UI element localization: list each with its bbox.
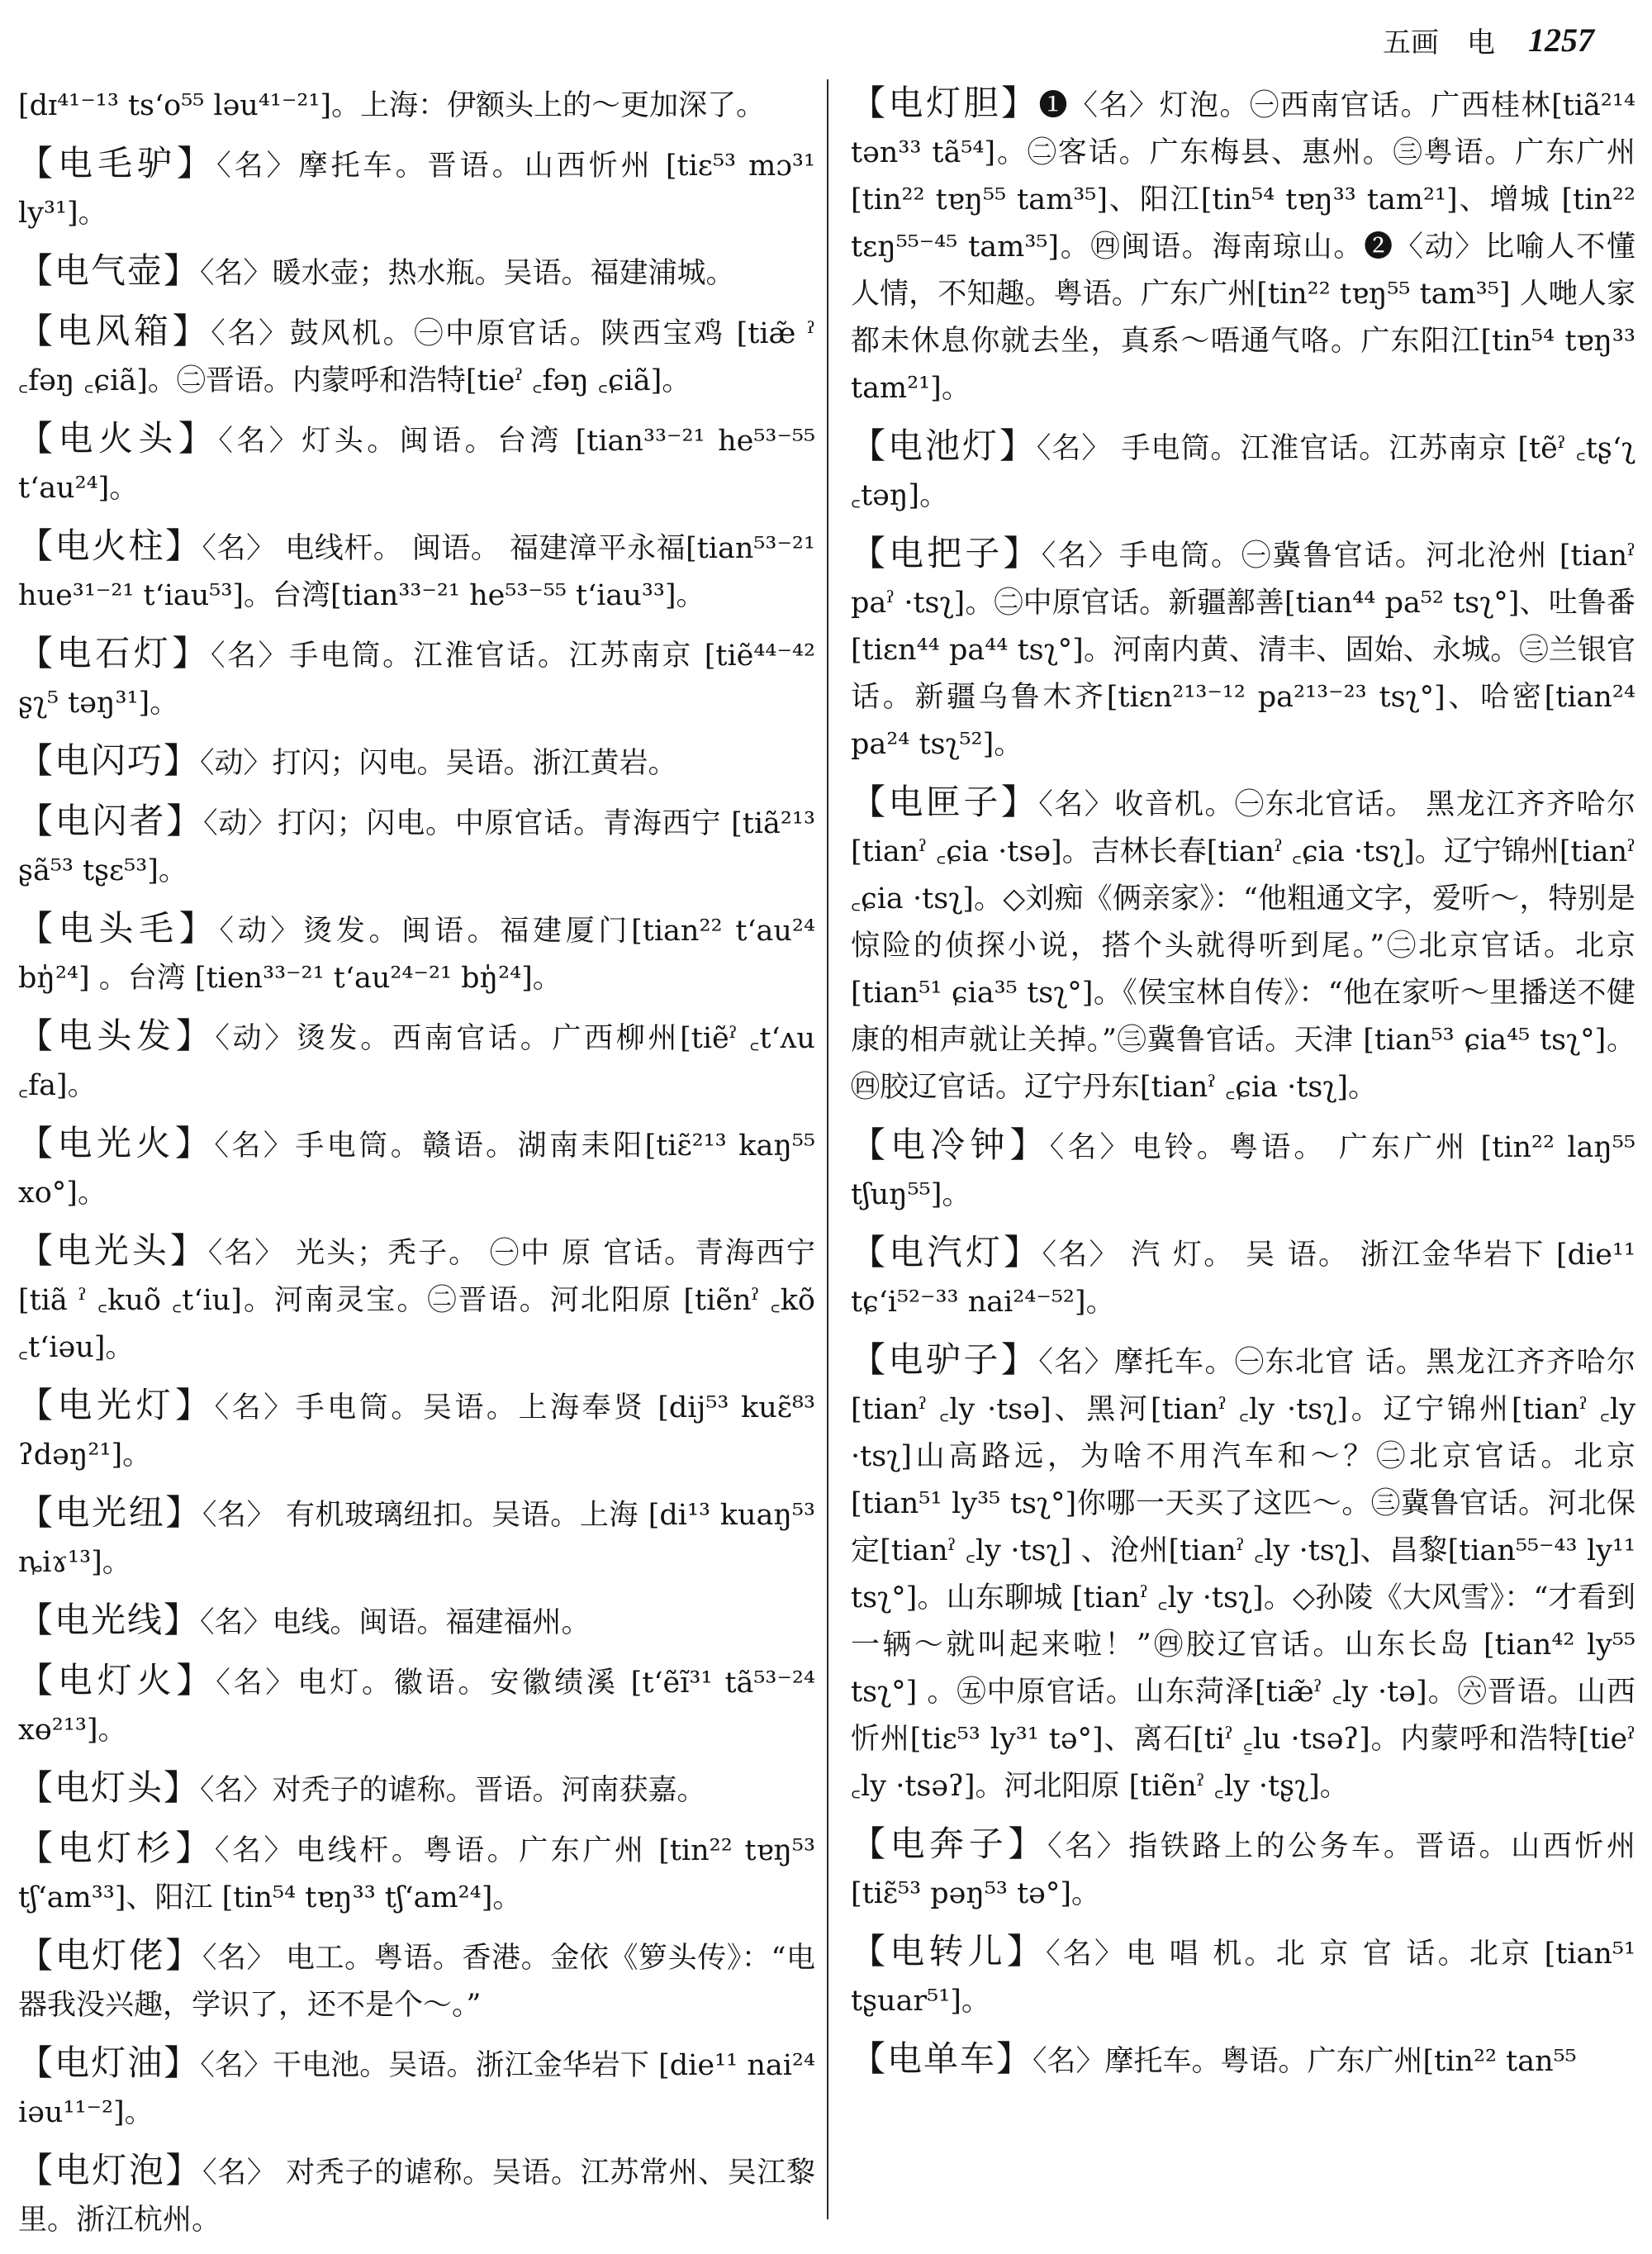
entry-definition: 〈动〉烫发。西南官话。广西柳州[tiẽˀ ꜀t‘ʌu ꜀fa]。 (18, 1022, 815, 1102)
entry-definition: 〈名〉电铃。粤语。 广东广州 [tin²² laŋ⁵⁵ tʃuŋ⁵⁵]。 (851, 1131, 1635, 1211)
dictionary-entry (18, 1657, 815, 1754)
dictionary-entry (18, 1764, 815, 1814)
entry-definition: 〈名〉手电筒。赣语。湖南耒阳[tiɛ̃²¹³ kaŋ⁵⁵ xo°]。 (18, 1129, 815, 1210)
entry-headword: 【电光头】 (18, 1230, 208, 1271)
entry-headword: 【电池灯】 (851, 426, 1037, 466)
dictionary-entry (851, 1121, 1635, 1219)
entry-headword: 【电灯胆】 (851, 83, 1039, 123)
entry-headword: 【电火头】 (18, 418, 219, 459)
entry-definition: 〈名〉 电线杆。 闽语。 福建漳平永福[tian⁵³⁻²¹ hue³¹⁻²¹ t‘iau⁵³]。台湾[tian³³⁻²¹ he⁵³⁻⁵⁵ t‘iau³³]。 (18, 532, 815, 612)
entry-definition: 〈名〉手电筒。㊀冀鲁官话。河北沧州 [tianˀ paˀ ·tsʅ]。㊁中原官话。新疆鄯善[tian⁴⁴ pa⁵² tsʅ°]、吐鲁番 [tiɛn⁴⁴ pa⁴⁴ tsʅ°]。河南内黄、清丰、固始、永城。㊂兰银官话。新疆乌鲁木齐[tiɛn²¹³⁻¹² pa²¹³⁻²³ tsʅ°]、哈密[tian²⁴ pa²⁴ tsʅ⁵²]。 (851, 540, 1635, 761)
entry-headword: 【电灯油】 (18, 2042, 201, 2083)
entry-definition: 〈名〉 汽 灯。 吴 语。 浙江金华岩下 [die¹¹ tɕ‘i⁵²⁻³³ nai²⁴⁻⁵²]。 (851, 1239, 1635, 1319)
entry-headword: 【电灯佬】 (18, 1935, 202, 1976)
entry-headword: 【电奔子】 (851, 1824, 1047, 1864)
dictionary-entry (18, 737, 815, 787)
dictionary-entry (18, 1120, 815, 1217)
entry-headword: 【电头发】 (18, 1015, 216, 1056)
entry-definition: 〈动〉打闪；闪电。中原官话。青海西宁 [tiã²¹³ ʂã⁵³ tʂɛ⁵³]。 (18, 807, 815, 887)
dictionary-entry (18, 797, 815, 895)
entry-definition: 〈名〉摩托车。晋语。山西忻州 [tiɛ⁵³ mɔ³¹ ly³¹]。 (18, 150, 815, 230)
dictionary-entry (18, 1012, 815, 1110)
entry-headword: 【电光线】 (18, 1600, 201, 1640)
entry-definition: 〈名〉电 唱 机。北 京 官 话。北京 [tian⁵¹ tʂuar⁵¹]。 (851, 1938, 1635, 2018)
entry-definition: 〈名〉手电筒。吴语。上海奉贤 [dij⁵³ kuɛ̃⁸³ ʔdəŋ²¹]。 (18, 1391, 815, 1472)
entry-definition: [dɪ⁴¹⁻¹³ ts‘o⁵⁵ ləu⁴¹⁻²¹]。上海：伊额头上的～更加深了。 (18, 89, 766, 122)
entry-definition: 〈动〉打闪；闪电。吴语。浙江黄岩。 (200, 747, 677, 780)
entry-headword: 【电头毛】 (18, 908, 220, 949)
dictionary-entry (851, 2035, 1635, 2085)
dictionary-entry (18, 1824, 815, 1922)
entry-headword: 【电匣子】 (851, 782, 1039, 822)
entry-headword: 【电冷钟】 (851, 1125, 1050, 1165)
entry-headword: 【电灯火】 (18, 1660, 216, 1700)
dictionary-entry (18, 2039, 815, 2137)
entry-definition: 〈名〉 手电筒。江淮官话。江苏南京 [tẽˀ ꜀tʂ‘ʅ ꜀təŋ]。 (851, 432, 1635, 512)
entry-definition: 〈名〉 电工。粤语。香港。金依《箩头传》：“电器我没兴趣，学识了，还不是个～。” (18, 1942, 815, 2022)
dictionary-entry (18, 905, 815, 1002)
entry-definition: 〈名〉收音机。㊀东北官话。 黑龙江齐齐哈尔[tianˀ ꜀ɕia ·tsə]。吉林长春[tianˀ ꜀ɕia ·tsʅ]。辽宁锦州[tianˀ ꜀ɕia ·tsʅ]。◇刘痴《俩亲家》：“他粗通文字，爱听～，特别是惊险的侦探小说，搭个头就得听到尾。”㊁北京官话。北京[tian⁵¹ ɕia³⁵ tsʅ°]。《侯宝林自传》：“他在家听～里播送不健康的相声就让关掉。”㊂冀鲁官话。天津 [tian⁵³ ɕia⁴⁵ tsʅ°]。㊃胶辽官话。辽宁丹东[tianˀ ꜀ɕia ·tsʅ]。 (851, 788, 1635, 1104)
entry-headword: 【电转儿】 (851, 1931, 1047, 1971)
entry-definition: 〈名〉电灯。徽语。安徽绩溪 [t‘ẽĩ³¹ tã⁵³⁻²⁴ xɵ²¹³]。 (18, 1667, 815, 1747)
entry-definition: 〈动〉烫发。闽语。福建厦门[tian²² t‘au²⁴ bŋ̍²⁴] 。台湾 [tien³³⁻²¹ t‘au²⁴⁻²¹ bŋ̍²⁴]。 (18, 915, 815, 995)
dictionary-entry (851, 1820, 1635, 1918)
dictionary-entry (18, 1381, 815, 1479)
dictionary-entry (18, 140, 815, 237)
entry-headword: 【电汽灯】 (851, 1232, 1042, 1272)
dictionary-entry (18, 307, 815, 405)
entry-definition: 〈名〉电线。闽语。福建福州。 (200, 1606, 591, 1639)
entry-headword: 【电毛驴】 (18, 143, 217, 183)
entry-definition: 〈名〉手电筒。江淮官话。江苏南京 [tiẽ⁴⁴⁻⁴² ʂʅ⁵ təŋ³¹]。 (18, 640, 815, 720)
entry-headword: 【电光灯】 (18, 1385, 215, 1425)
entry-definition: 〈名〉 对秃子的谑称。吴语。江苏常州、吴江黎里。浙江杭州。 (18, 2157, 815, 2237)
entry-headword: 【电闪巧】 (18, 740, 201, 781)
entry-definition: 〈名〉 光头；秃子。 ㊀中 原 官话。青海西宁 [tiã ˀ ꜀kuõ ꜀t‘iu]。河南灵宝。㊁晋语。河北阳原 [tiẽnˀ ꜀kõ ꜀t‘iəu]。 (18, 1237, 815, 1364)
entry-headword: 【电单车】 (851, 2038, 1033, 2079)
dictionary-entry (851, 1928, 1635, 2025)
dictionary-entry (851, 422, 1635, 520)
column-divider (827, 79, 828, 2219)
entry-definition: 〈名〉 有机玻璃纽扣。吴语。上海 [di¹³ kuaŋ⁵³ ȵiɤ¹³]。 (18, 1499, 815, 1579)
entry-definition: 〈名〉灯头。闽语。台湾 [tian³³⁻²¹ he⁵³⁻⁵⁵ t‘au²⁴]。 (18, 425, 815, 505)
entry-headword: 【电驴子】 (851, 1339, 1039, 1380)
entry-headword: 【电风箱】 (18, 311, 211, 351)
dictionary-entry (18, 1489, 815, 1586)
dictionary-entry (18, 1227, 815, 1372)
entry-definition: 〈名〉鼓风机。㊀中原官话。陕西宝鸡 [tiæ̃ ˀ ꜀fəŋ ꜀ɕiã]。㊁晋语。内蒙呼和浩特[tieˀ ꜀fəŋ ꜀ɕiã]。 (18, 317, 815, 397)
entry-headword: 【电光纽】 (18, 1492, 202, 1533)
dictionary-entry (18, 1596, 815, 1647)
entry-headword: 【电闪者】 (18, 801, 204, 841)
dictionary-entry (851, 1229, 1635, 1326)
dictionary-entry (18, 415, 815, 512)
entry-headword: 【电气壶】 (18, 250, 201, 291)
entry-definition: 〈名〉干电池。吴语。浙江金华岩下 [die¹¹ nai²⁴ iəu¹¹⁻²]。 (18, 2049, 815, 2129)
dictionary-entry (851, 79, 1635, 412)
entry-definition: 〈名〉指铁路上的公务车。晋语。山西忻州[tiɛ̃⁵³ pəŋ⁵³ tə°]。 (851, 1830, 1635, 1910)
dictionary-entry (18, 522, 815, 620)
section-title: 五画 电 (1383, 26, 1495, 59)
entry-headword: 【电火柱】 (18, 525, 202, 566)
dictionary-entry (18, 2147, 815, 2244)
dictionary-entry (18, 630, 815, 727)
entry-headword: 【电把子】 (851, 533, 1042, 573)
entry-headword: 【电灯杉】 (18, 1828, 215, 1868)
entry-headword: 【电光火】 (18, 1123, 215, 1163)
entry-headword: 【电灯头】 (18, 1767, 201, 1808)
dictionary-entry (18, 1932, 815, 2029)
left-column (18, 79, 815, 2254)
entry-headword: 【电灯泡】 (18, 2150, 203, 2190)
dictionary-entry (851, 1336, 1635, 1810)
entry-definition: 〈名〉摩托车。粤语。广东广州[tin²² tan⁵⁵ (1032, 2045, 1577, 2078)
entry-definition: 〈名〉摩托车。㊀东北官 话。黑龙江齐齐哈尔[tianˀ ꜀ly ·tsə]、黑河[tianˀ ꜀ly ·tsʅ]。辽宁锦州[tianˀ ꜀ly ·tsʅ]山高路远，为啥不用汽车和～？㊁北京官话。北京[tian⁵¹ ly³⁵ tsʅ°]你哪一天买了这匹～。㊂冀鲁官话。河北保定[tianˀ ꜀ly ·tsʅ] 、沧州[tianˀ ꜀ly ·tsʅ]、昌黎[tian⁵⁵⁻⁴³ ly¹¹ tsʅ°]。山东聊城 [tianˀ ꜀ly ·tsʅ]。◇孙陵《大风雪》：“才看到一辆～就叫起来啦！”㊃胶辽官话。山东长岛 [tian⁴² ly⁵⁵ tsʅ°] 。㊄中原官话。山东菏泽[tiæ̃ˀ ꜀ly ·tə]。㊅晋语。山西忻州[tiɛ⁵³ ly³¹ tə°]、离石[tiˀ ꜁lu ·tsəʔ]。内蒙呼和浩特[tieˀ ꜀ly ·tsəʔ]。河北阳原 [tiẽnˀ ꜀ly ·tʂʅ]。 (851, 1346, 1635, 1803)
dictionary-entry (851, 530, 1635, 768)
entry-definition: 〈名〉暖水壶；热水瓶。吴语。福建浦城。 (200, 257, 735, 290)
right-column (851, 79, 1635, 2095)
dictionary-entry (851, 778, 1635, 1111)
entry-definition: ❶〈名〉灯泡。㊀西南官话。广西桂林[tiã²¹⁴ tən³³ tã⁵⁴]。㊁客话。广东梅县、惠州。㊂粤语。广东广州[tin²² tɐŋ⁵⁵ tam³⁵]、阳江[tin⁵⁴ tɐŋ³³ tam²¹]、增城 [tin²² tɛŋ⁵⁵⁻⁴⁵ tam³⁵]。㊃闽语。海南琼山。❷〈动〉比喻人不懂人情，不知趣。粤语。广东广州[tin²² tɐŋ⁵⁵ tam³⁵] 人哋人家都未休息你就去坐，真系～唔通气咯。广东阳江[tin⁵⁴ tɐŋ³³ tam²¹]。 (851, 89, 1635, 405)
dictionary-entry (18, 247, 815, 297)
entry-headword: 【电石灯】 (18, 633, 211, 673)
entry-definition: 〈名〉电线杆。粤语。广东广州 [tin²² tɐŋ⁵³ tʃ‘am³³]、阳江 [tin⁵⁴ tɐŋ³³ tʃ‘am²⁴]。 (18, 1834, 815, 1914)
entry-definition: 〈名〉对秃子的谑称。晋语。河南获嘉。 (200, 1774, 706, 1807)
page-number: 1257 (1528, 21, 1594, 59)
page-header (1383, 15, 1594, 64)
dictionary-entry (18, 79, 815, 130)
